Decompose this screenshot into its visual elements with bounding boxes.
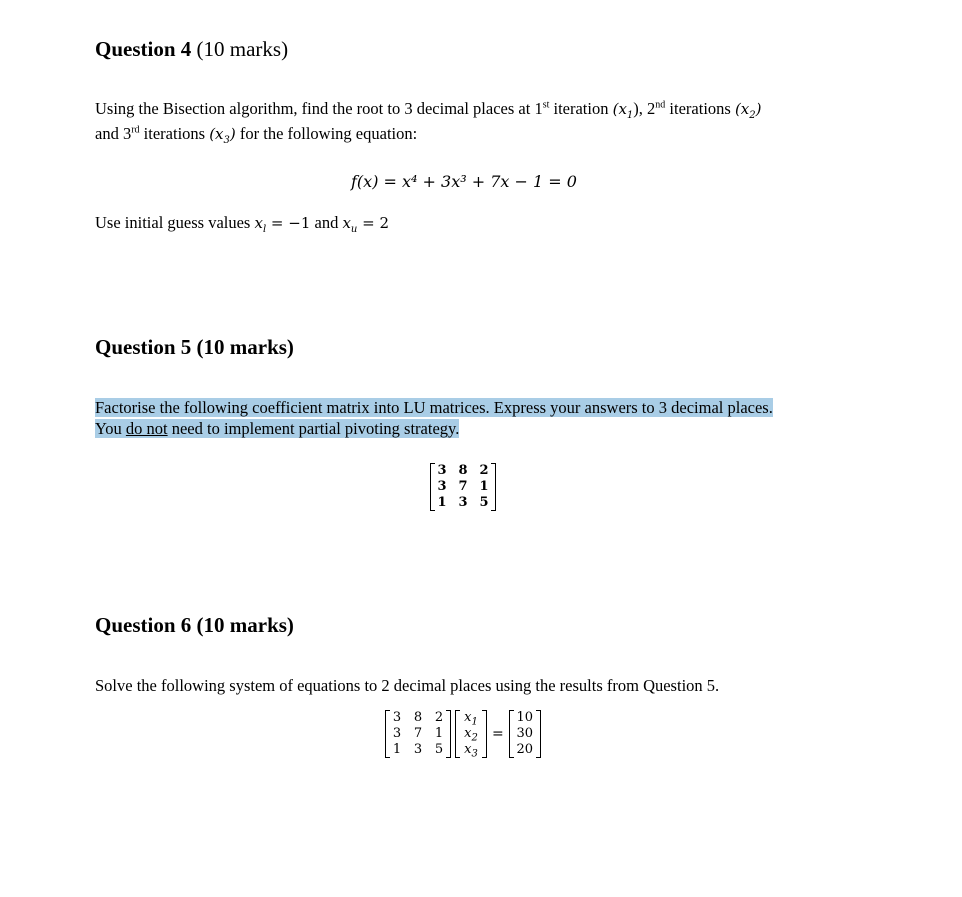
q4-sub: 1 — [626, 110, 634, 121]
q4-math: (x — [612, 100, 627, 118]
q4-sup-nd: nd — [655, 99, 666, 111]
matrix-cell: 3 — [437, 463, 447, 478]
q4-sub: 2 — [749, 110, 756, 121]
matrix-cell: 3 — [458, 495, 468, 510]
q4-text: and — [310, 213, 343, 232]
matrix-cell: 3 — [413, 742, 423, 757]
q5-paragraph-line1 — [95, 398, 773, 418]
q4-math: (x — [734, 100, 750, 118]
q5-title: Question 5 (10 marks) — [95, 335, 294, 359]
vector-right-bracket — [482, 710, 487, 758]
matrix-cell: 3 — [392, 726, 402, 741]
q4-text: iteration — [549, 99, 613, 118]
q4-math: x — [254, 214, 263, 232]
q4-title-rest: (10 marks) — [191, 37, 289, 61]
q4-paragraph-line1 — [95, 99, 762, 119]
q4-text: Use initial guess values — [95, 213, 255, 232]
matrix-cell: 3 — [437, 479, 447, 494]
q4-sub: l — [262, 224, 267, 235]
q4-math: (x — [209, 125, 224, 143]
q4-text: iterations — [665, 99, 735, 118]
matrix-cell: 8 — [413, 710, 423, 725]
q6-paragraph: Solve the following system of equations to 2 decimal places using the results from Question 5. — [95, 676, 720, 695]
q4-text: for the following equation: — [235, 124, 418, 143]
q5-do-not: do not — [125, 419, 168, 438]
q4-text: ), 2 — [633, 99, 656, 118]
matrix-cell: 1 — [392, 742, 402, 757]
q4-math: x — [342, 214, 351, 232]
matrix-cell: 2 — [479, 463, 489, 478]
matrix-cell: 1 — [434, 726, 444, 741]
q4-text: iterations — [139, 124, 210, 143]
matrix-cell: 5 — [479, 495, 489, 510]
q4-math: ) — [755, 100, 762, 118]
q4-equation: f(x) = x⁴ + 3x³ + 7x − 1 = 0 — [351, 172, 577, 191]
matrix-cell: 7 — [413, 726, 423, 741]
matrix-cell: 8 — [458, 463, 468, 478]
q5-paragraph-line2 — [95, 419, 459, 439]
matrix-cell: 1 — [479, 479, 489, 494]
matrix-cell: 1 — [437, 495, 447, 510]
q4-sup-st: st — [542, 99, 550, 111]
q4-sub: u — [350, 224, 358, 235]
variable-cell: $x_2$ — [464, 726, 478, 744]
rhs-right-bracket — [536, 710, 541, 758]
matrix-cell: 5 — [434, 742, 444, 757]
q4-sub: 3 — [223, 135, 230, 146]
rhs-cell: 10 — [516, 710, 533, 725]
rhs-cell: 30 — [516, 726, 533, 741]
variable-cell: $x_3$ — [464, 742, 478, 760]
variable-cell: $x_1$ — [464, 710, 478, 728]
q4-text: Using the Bisection algorithm, find the root to 3 decimal places at 1 — [95, 99, 543, 118]
q5-highlight: Factorise the following coefficient matrix into LU matrices. — [95, 398, 490, 417]
q4-paragraph-line2 — [95, 124, 417, 144]
q4-sup-rd: rd — [131, 124, 140, 136]
q4-math: ) — [229, 125, 236, 143]
q4-initial-guess — [95, 213, 389, 233]
q4-math: = −1 — [266, 214, 311, 232]
q6-title: Question 6 (10 marks) — [95, 613, 294, 637]
rhs-cell: 20 — [516, 742, 533, 757]
q5-highlight: Express your answers to 3 decimal places. — [489, 398, 773, 417]
q5-highlight: need to implement partial pivoting strategy. — [167, 419, 460, 438]
q4-title-bold: Question 4 — [95, 37, 192, 61]
q6-system — [385, 710, 541, 763]
q4-title — [95, 37, 288, 62]
q5-highlight: You — [95, 419, 126, 438]
q5-matrix — [430, 463, 496, 516]
matrix-right-bracket — [491, 463, 496, 511]
matrix-cell: 3 — [392, 710, 402, 725]
equals-sign: = — [492, 726, 504, 742]
matrix-cell: 2 — [434, 710, 444, 725]
q4-math: = 2 — [357, 214, 390, 232]
matrix-cell: 7 — [458, 479, 468, 494]
q4-text: and 3 — [95, 124, 132, 143]
